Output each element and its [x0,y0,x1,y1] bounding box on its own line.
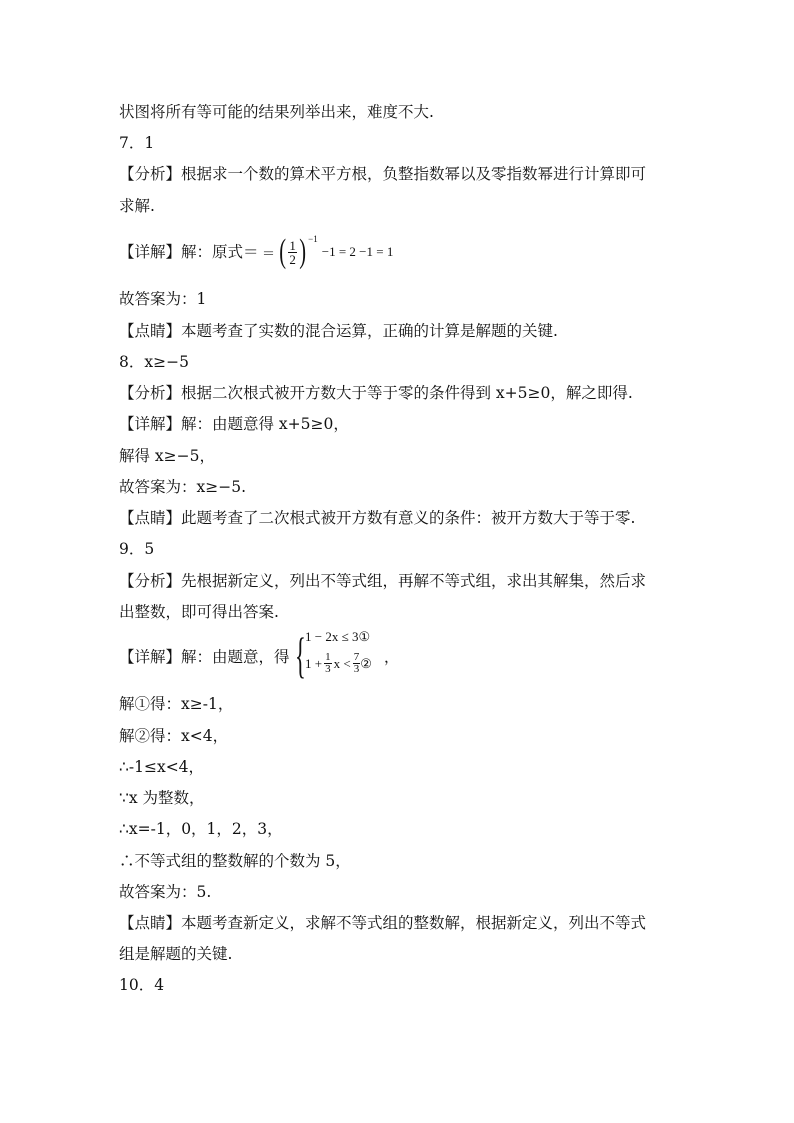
detail-line: 【详解】解：原式＝ [119,243,259,261]
solution-line: ∴x=-1，0，1，2，3， [119,820,283,838]
system-row-2 [305,652,372,675]
formula-fraction [288,239,297,266]
formula-lparen: ( [279,233,287,270]
fraction-denominator: 3 [353,663,360,675]
detail-line: 【详解】解：由题意，得 [119,648,290,666]
analysis-line: 【分析】先根据新定义，列出不等式组，再解不等式组，求出其解集，然后求 [119,572,647,590]
formula-exponent: −1 [308,234,318,244]
row2-part-b: x < [333,655,351,671]
solution-line: 解①得：x≥-1， [119,695,234,713]
answer-number-7: 7．1 [119,134,155,152]
analysis-line: 【分析】根据求一个数的算术平方根，负整指数幂以及零指数幂进行计算即可 [119,165,647,183]
solution-line: 解②得：x<4， [119,727,229,745]
comment-line: 【点睛】此题考查了二次根式被开方数有意义的条件：被开方数大于等于零. [119,509,636,527]
system-trailing-comma: ， [384,650,400,666]
fraction-seven-thirds [353,652,361,675]
solution-line: ∴不等式组的整数解的个数为 5， [119,852,351,870]
system-row-1: 1 − 2x ≤ 3① [305,629,371,644]
answer-line: 故答案为：x≥−5. [119,478,247,496]
solution-line: ∴-1≤x<4， [119,758,205,776]
analysis-line: 【分析】根据二次根式被开方数大于等于零的条件得到 x+5≥0，解之即得. [119,384,633,402]
fraction-one-third [324,652,332,675]
answer-number-8: 8．x≥−5 [119,353,189,371]
row2-part-c: ② [360,655,372,671]
formula-q7 [262,232,393,272]
answer-line: 故答案为：5. [119,883,212,901]
formula-rparen: ) [299,233,306,270]
inequality-system-q9 [295,628,415,690]
fraction-numerator: 1 [325,651,331,663]
comment-line: 组是解题的关键. [119,945,233,963]
formula-eq: ＝ [262,245,276,261]
system-brace: { [295,627,306,683]
analysis-line: 求解. [119,197,155,215]
text-line: 状图将所有等可能的结果列举出来，难度不大. [119,103,434,121]
row2-part-a: 1 + [305,655,323,671]
fraction-numerator: 7 [353,651,360,663]
answer-number-10: 10．4 [119,976,165,994]
formula-rest: −1 = 2 −1 = 1 [321,244,394,259]
solution-line: 解得 x≥−5， [119,447,216,465]
analysis-line: 出整数，即可得出答案. [119,603,279,621]
detail-line: 【详解】解：由题意得 x+5≥0， [119,415,349,433]
comment-line: 【点睛】本题考查了实数的混合运算，正确的计算是解题的关键. [119,322,558,340]
fraction-numerator: 1 [289,237,296,253]
answer-line: 故答案为：1 [119,290,207,308]
answer-number-9: 9．5 [119,540,155,558]
fraction-denominator: 2 [289,251,296,267]
solution-line: ∵x 为整数， [119,789,205,807]
comment-line: 【点睛】本题考查新定义，求解不等式组的整数解，根据新定义，列出不等式 [119,914,647,932]
fraction-denominator: 3 [325,663,331,675]
